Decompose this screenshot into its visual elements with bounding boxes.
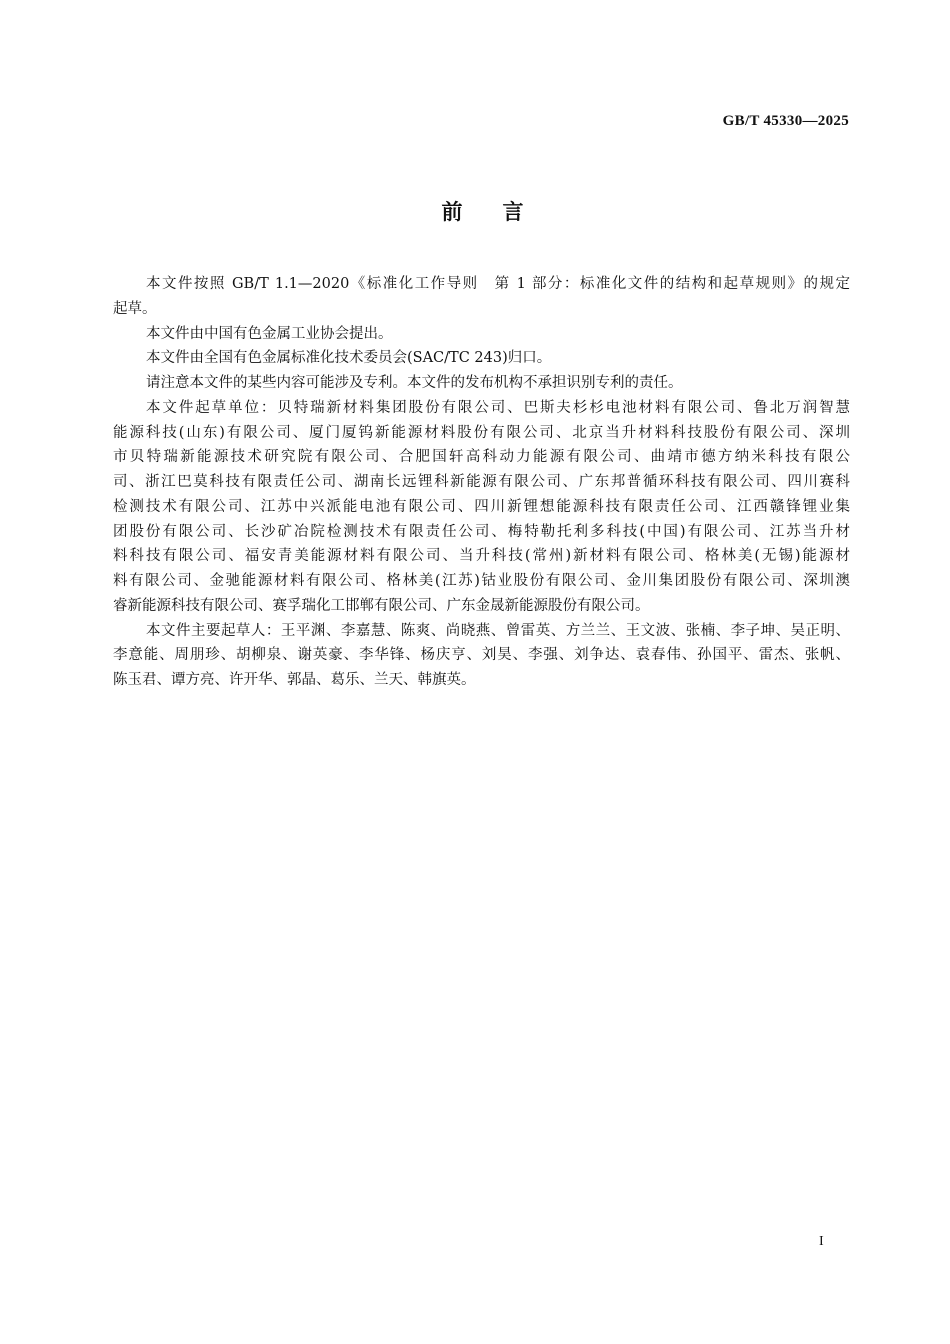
text-line: 团股份有限公司、长沙矿冶院检测技术有限责任公司、梅特勒托利多科技(中国)有限公司、江苏当升材 (113, 523, 850, 540)
text-line: 检测技术有限公司、江苏中兴派能电池有限公司、四川新锂想能源科技有限责任公司、江西赣锋锂业集 (113, 498, 850, 515)
text-line: 陈玉君、谭方亮、许开华、郭晶、葛乐、兰天、韩旗英。 (113, 672, 476, 688)
title-char: 前 (441, 200, 463, 224)
title-char: 言 (502, 200, 524, 224)
text-line: 本文件由中国有色金属工业协会提出。 (146, 325, 393, 342)
page-number: I (819, 1234, 824, 1249)
paragraph (113, 272, 850, 322)
text-line: 睿新能源科技有限公司、赛孚瑞化工邯郸有限公司、广东金晟新能源股份有限公司。 (113, 597, 650, 614)
text-line: 本文件按照 GB/T 1.1—2020《标准化工作导则 第 1 部分：标准化文件的结构和起草规则》的规定 (146, 276, 850, 292)
text-line: 料有限公司、金驰能源材料有限公司、格林美(江苏)钴业股份有限公司、金川集团股份有限公司、深圳澳 (113, 573, 850, 589)
text-line: 料科技有限公司、福安青美能源材料有限公司、当升科技(常州)新材料有限公司、格林美(无锡)能源材 (113, 548, 850, 565)
paragraph (113, 322, 850, 347)
text-line: 能源科技(山东)有限公司、厦门厦钨新能源材料股份有限公司、北京当升材料科技股份有限公司、深圳 (113, 424, 850, 441)
text-line: 市贝特瑞新能源技术研究院有限公司、合肥国轩高科动力能源有限公司、曲靖市德方纳米科技有限公 (113, 449, 850, 466)
text-line: 本文件主要起草人：王平渊、李嘉慧、陈爽、尚晓燕、曾雷英、方兰兰、王文波、张楠、李子坤、吴正明、 (146, 622, 850, 639)
paragraph (113, 619, 850, 693)
text-line: 起草。 (113, 300, 157, 317)
text-line: 本文件起草单位：贝特瑞新材料集团股份有限公司、巴斯夫杉杉电池材料有限公司、鲁北万润智慧 (146, 399, 850, 416)
page-title (0, 196, 950, 226)
document-body (113, 272, 850, 693)
paragraph (113, 371, 850, 396)
text-line: 司、浙江巴莫科技有限责任公司、湖南长远锂科新能源有限公司、广东邦普循环科技有限公司、四川赛科 (113, 474, 850, 490)
standard-number: GB/T 45330—2025 (722, 113, 849, 129)
text-line: 李意能、周朋珍、胡柳泉、谢英豪、李华锋、杨庆亨、刘昊、李强、刘争达、袁春伟、孙国平、雷杰、张帆、 (113, 647, 850, 664)
text-line: 本文件由全国有色金属标准化技术委员会(SAC/TC 243)归口。 (146, 350, 552, 367)
text-line: 请注意本文件的某些内容可能涉及专利。本文件的发布机构不承担识别专利的责任。 (146, 375, 683, 391)
paragraph (113, 346, 850, 371)
paragraph (113, 396, 850, 619)
